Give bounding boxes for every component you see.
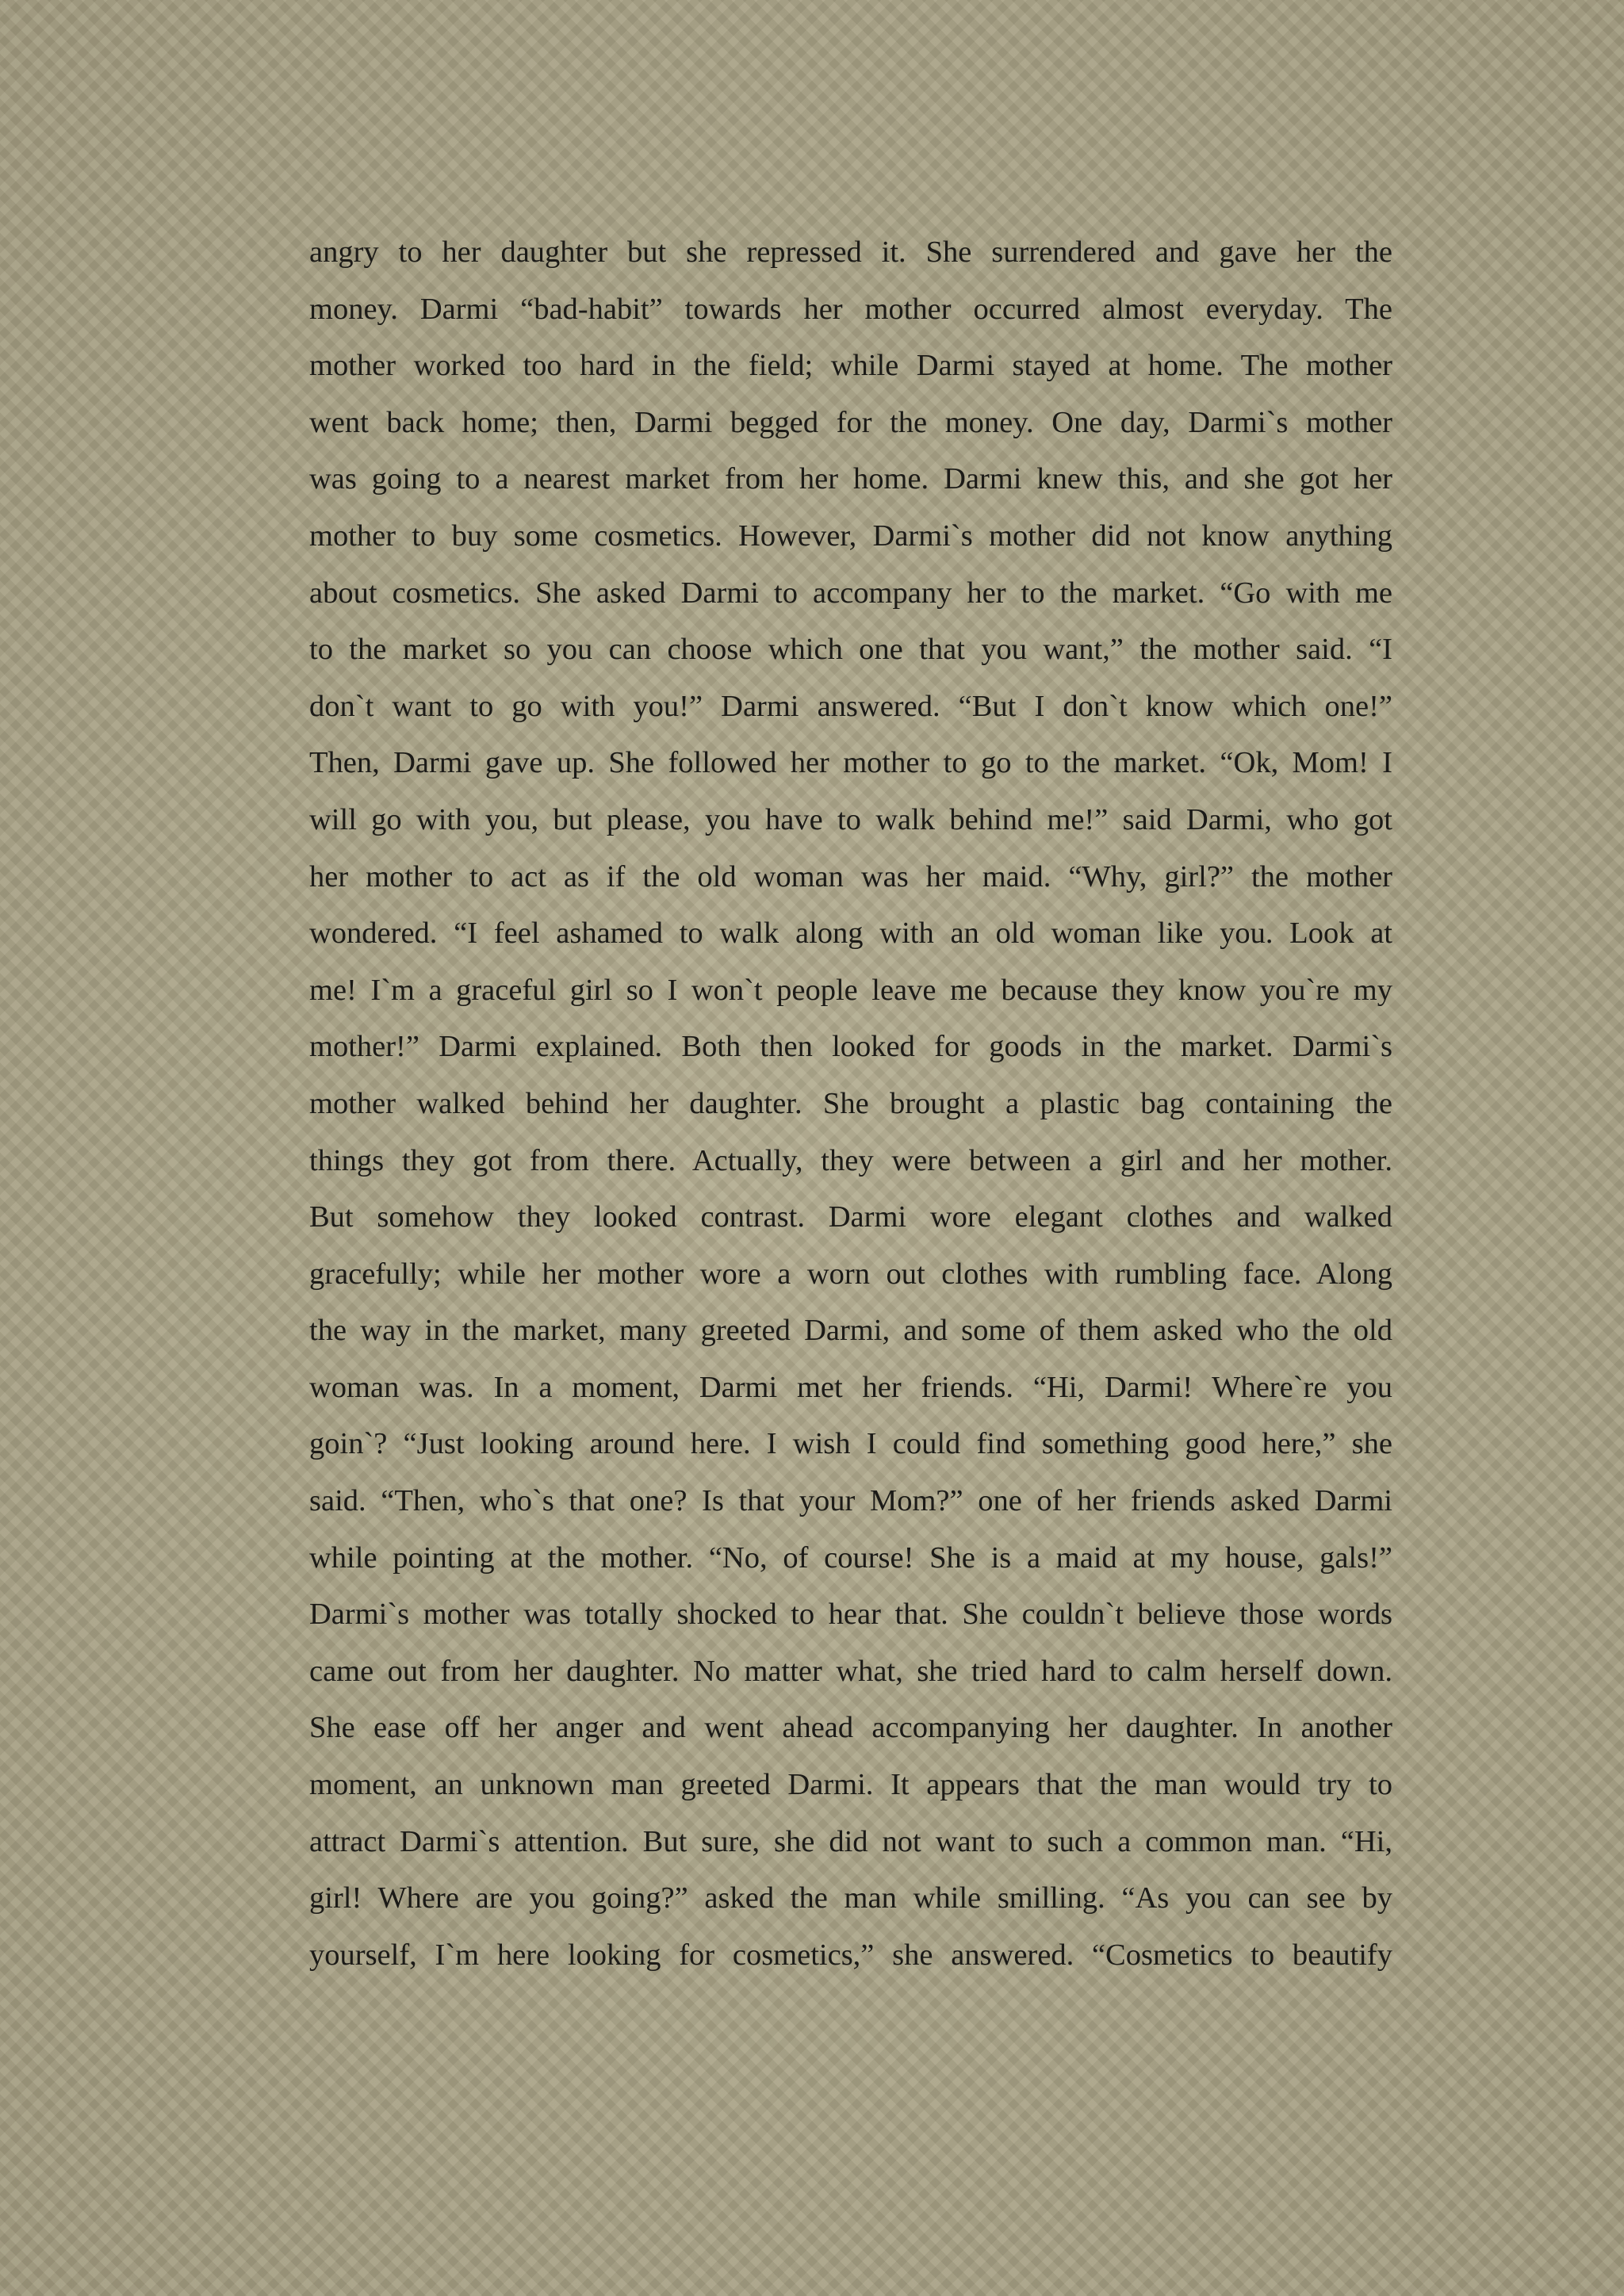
text-line-31: yourself, I`m here looking for cosmetics,” she answered. “Cosmetics to beautify — [309, 1938, 1392, 1972]
text-line-4: went back home; then, Darmi begged for the money. One day, Darmi`s mother — [309, 405, 1392, 439]
text-line-3: mother worked too hard in the field; while Darmi stayed at home. The mother — [309, 349, 1392, 383]
story-text — [309, 224, 1392, 1984]
text-line-12: her mother to act as if the old woman was her maid. “Why, girl?” the mother — [309, 859, 1392, 894]
text-line-15: mother!” Darmi explained. Both then looked for goods in the market. Darmi`s — [309, 1030, 1392, 1064]
text-line-25: Darmi`s mother was totally shocked to hear that. She couldn`t believe those words — [309, 1598, 1392, 1632]
text-line-6: mother to buy some cosmetics. However, Darmi`s mother did not know anything — [309, 519, 1392, 553]
text-line-22: goin`? “Just looking around here. I wish I could find something good here,” she — [309, 1427, 1392, 1461]
text-line-19: gracefully; while her mother wore a worn out clothes with rumbling face. Along — [309, 1257, 1392, 1291]
text-line-7: about cosmetics. She asked Darmi to accompany her to the market. “Go with me — [309, 576, 1392, 610]
text-line-28: moment, an unknown man greeted Darmi. It appears that the man would try to — [309, 1768, 1392, 1802]
text-line-30: girl! Where are you going?” asked the man while smilling. “As you can see by — [309, 1881, 1392, 1915]
text-line-26: came out from her daughter. No matter what, she tried hard to calm herself down. — [309, 1654, 1392, 1688]
text-line-21: woman was. In a moment, Darmi met her friends. “Hi, Darmi! Where`re you — [309, 1370, 1392, 1404]
text-line-8: to the market so you can choose which one that you want,” the mother said. “I — [309, 633, 1392, 667]
text-line-10: Then, Darmi gave up. She followed her mother to go to the market. “Ok, Mom! I — [309, 746, 1392, 780]
text-line-16: mother walked behind her daughter. She brought a plastic bag containing the — [309, 1086, 1392, 1120]
text-line-9: don`t want to go with you!” Darmi answered. “But I don`t know which one!” — [309, 689, 1392, 723]
text-line-17: things they got from there. Actually, they were between a girl and her mother. — [309, 1143, 1392, 1177]
text-line-2: money. Darmi “bad-habit” towards her mother occurred almost everyday. The — [309, 292, 1392, 326]
text-line-1: angry to her daughter but she repressed it. She surrendered and gave her the — [309, 235, 1392, 269]
text-line-27: She ease off her anger and went ahead accompanying her daughter. In another — [309, 1711, 1392, 1745]
text-line-24: while pointing at the mother. “No, of course! She is a maid at my house, gals!” — [309, 1540, 1392, 1575]
text-line-18: But somehow they looked contrast. Darmi wore elegant clothes and walked — [309, 1200, 1392, 1234]
text-line-5: was going to a nearest market from her home. Darmi knew this, and she got her — [309, 462, 1392, 496]
text-line-11: will go with you, but please, you have to walk behind me!” said Darmi, who got — [309, 802, 1392, 836]
text-line-29: attract Darmi`s attention. But sure, she did not want to such a common man. “Hi, — [309, 1824, 1392, 1858]
text-line-14: me! I`m a graceful girl so I won`t people leave me because they know you`re my — [309, 973, 1392, 1007]
text-line-23: said. “Then, who`s that one? Is that your Mom?” one of her friends asked Darmi — [309, 1484, 1392, 1518]
text-line-20: the way in the market, many greeted Darmi, and some of them asked who the old — [309, 1314, 1392, 1348]
text-line-13: wondered. “I feel ashamed to walk along with an old woman like you. Look at — [309, 916, 1392, 951]
